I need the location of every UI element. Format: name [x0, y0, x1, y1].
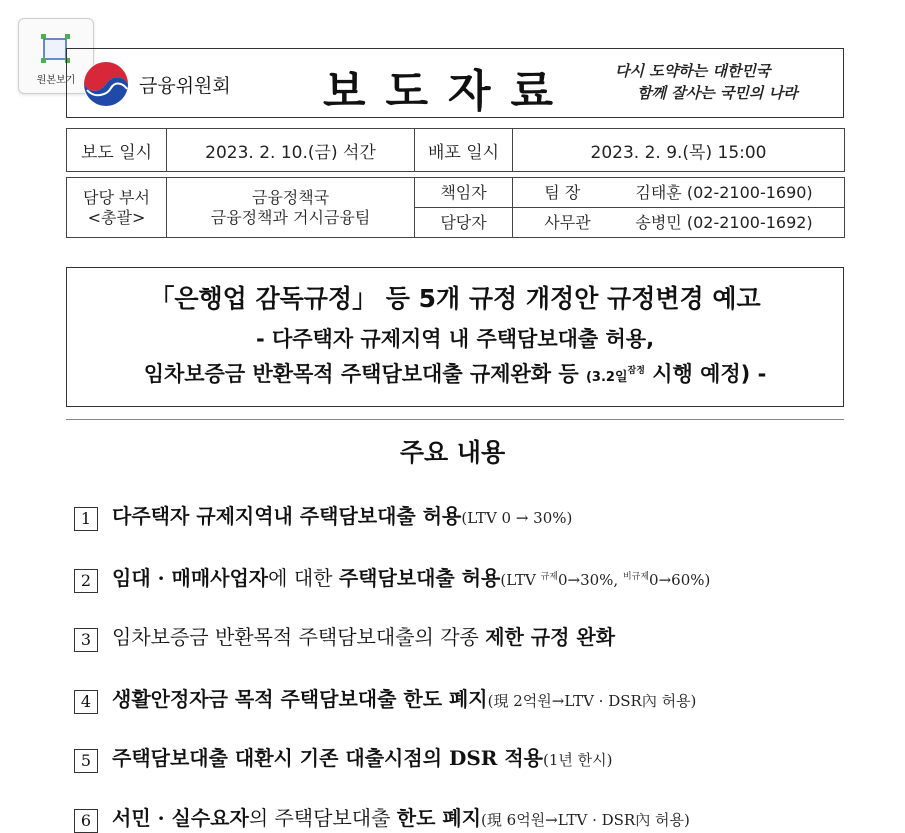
org-name: 금융위원회 — [139, 75, 231, 97]
dist-label: 배포 일시 — [415, 129, 513, 172]
list-item — [74, 802, 690, 833]
item-text-regular: 에 대한 — [268, 566, 339, 590]
dept-label-cell — [67, 178, 167, 238]
dept-sub: <총괄> — [87, 207, 146, 227]
item-text: 다주택자 규제지역내 주택담보대출 허용 — [112, 504, 462, 528]
item-number: 2 — [74, 569, 98, 593]
item-number: 1 — [74, 507, 98, 531]
item-note-sup-a: 규제 — [540, 572, 558, 582]
government-logo-icon — [81, 59, 131, 113]
divider — [66, 419, 844, 420]
item-text: 임대 · 매매사업자 — [112, 566, 269, 590]
original-view-label: 원본보기 — [36, 75, 76, 86]
section-title: 주요 내용 — [399, 438, 506, 467]
person-2: 송병민 (02-2100-1692) — [635, 212, 813, 232]
item-note-b: 0→30%, — [557, 571, 623, 589]
dept-value-cell — [167, 178, 415, 238]
role-2: 담당자 — [415, 208, 513, 238]
item-text-regular: 의 주택담보대출 — [248, 806, 397, 830]
item-note-c: 0→60%) — [649, 571, 711, 589]
item-number: 4 — [74, 690, 98, 714]
item-text: 서민 · 실수요자 — [112, 806, 249, 830]
item-note: (1년 한시) — [542, 751, 613, 769]
item-number: 3 — [74, 628, 98, 652]
slogan — [615, 60, 837, 104]
item-number: 6 — [74, 809, 98, 833]
item-note: (現 2억원→LTV · DSR內 허용) — [487, 692, 697, 710]
role-1: 책임자 — [415, 178, 513, 208]
item-note-a: (LTV — [500, 571, 541, 589]
list-item — [74, 562, 710, 593]
item-note — [500, 571, 710, 589]
dist-value: 2023. 2. 9.(목) 15:00 — [513, 129, 845, 172]
summary-sub-1: - 다주택자 규제지역 내 주택담보대출 허용, — [255, 327, 655, 351]
release-info-table — [66, 128, 845, 172]
item-note: (現 6억원→LTV · DSR內 허용) — [481, 811, 690, 829]
slogan-line-2: 함께 잘사는 국민의 나라 — [637, 84, 798, 102]
summary-sub-2-main: 임차보증금 반환목적 주택담보대출 규제완화 등 — [143, 362, 579, 386]
list-item — [74, 500, 572, 531]
person-2-title: 사무관 — [544, 212, 591, 232]
list-item — [74, 742, 612, 773]
summary-box — [66, 267, 844, 407]
person-1-title: 팀 장 — [544, 182, 581, 202]
item-note: (LTV 0 → 30%) — [461, 509, 573, 527]
item-text-2: 한도 폐지 — [396, 806, 482, 830]
item-text: 제한 규정 완화 — [485, 625, 616, 649]
summary-title: 「은행업 감독규정」 등 5개 규정 개정안 규정변경 예고 — [149, 284, 761, 313]
person-2-cell — [513, 208, 845, 238]
list-item — [74, 683, 696, 714]
page-title: 보도자료 — [323, 66, 574, 117]
person-1-cell — [513, 178, 845, 208]
item-text: 생활안정자금 목적 주택담보대출 한도 폐지 — [112, 687, 488, 711]
contact-info-table — [66, 177, 845, 238]
summary-tentative: 잠정 — [627, 366, 645, 376]
dept-value-1: 금융정책국 — [251, 187, 330, 207]
person-1: 김태훈 (02-2100-1690) — [635, 182, 813, 202]
summary-sub-2-tail: 시행 예정) - — [644, 362, 767, 386]
summary-date: (3.2일 — [585, 370, 628, 385]
item-text-regular: 임차보증금 반환목적 주택담보대출의 각종 — [112, 625, 486, 649]
release-value: 2023. 2. 10.(금) 석간 — [167, 129, 415, 172]
dept-label: 담당 부서 — [83, 187, 150, 207]
dept-value-2: 금융정책과 거시금융팀 — [210, 207, 371, 227]
item-note-sup-b: 비규제 — [622, 572, 650, 582]
item-text-2: 주택담보대출 허용 — [338, 566, 501, 590]
list-item — [74, 621, 615, 652]
release-label: 보도 일시 — [67, 129, 167, 172]
press-header — [66, 48, 844, 118]
item-number: 5 — [74, 749, 98, 773]
slogan-line-1: 다시 도약하는 대한민국 — [615, 62, 771, 80]
summary-sub-2 — [67, 358, 843, 388]
item-text: 주택담보대출 대환시 기존 대출시점의 DSR 적용 — [112, 746, 543, 770]
